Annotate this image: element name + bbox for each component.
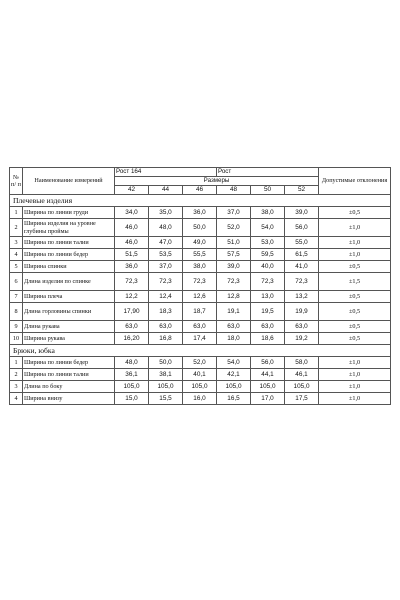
tolerance-value: ±0,5: [319, 261, 391, 273]
header-size: 46: [183, 186, 217, 195]
measurement-value: 38,1: [149, 369, 183, 381]
measurement-value: 51,5: [115, 249, 149, 261]
row-number: 2: [10, 219, 23, 237]
measurement-value: 72,3: [115, 273, 149, 291]
measurement-value: 72,3: [149, 273, 183, 291]
tolerance-value: ±1,0: [319, 249, 391, 261]
measurement-value: 55,0: [285, 237, 319, 249]
row-number: 1: [10, 357, 23, 369]
measurement-value: 53,0: [251, 237, 285, 249]
measurement-name: Ширина по линии талии: [23, 369, 115, 381]
measurement-name: Ширина внизу: [23, 393, 115, 405]
measurement-name: Ширина по линии талии: [23, 237, 115, 249]
measurement-value: 12,2: [115, 291, 149, 303]
tolerance-value: ±1,5: [319, 273, 391, 291]
measurement-name: Ширина по линии бедер: [23, 249, 115, 261]
row-number: 3: [10, 381, 23, 393]
measurement-value: 38,0: [251, 207, 285, 219]
section-title: Брюки, юбка: [10, 345, 391, 357]
measurement-value: 46,1: [285, 369, 319, 381]
row-number: 9: [10, 321, 23, 333]
measurement-value: 47,0: [149, 237, 183, 249]
measurement-table: [9, 167, 391, 405]
header-number: № п/ п: [10, 168, 23, 195]
row-number: 2: [10, 369, 23, 381]
measurement-name: Длина горловины спинки: [23, 303, 115, 321]
section-row: [10, 195, 391, 207]
measurement-value: 51,0: [217, 237, 251, 249]
measurement-value: 50,0: [183, 219, 217, 237]
measurement-value: 34,0: [115, 207, 149, 219]
measurement-value: 12,6: [183, 291, 217, 303]
row-number: 4: [10, 393, 23, 405]
measurement-value: 40,0: [251, 261, 285, 273]
tolerance-value: ±0,5: [319, 321, 391, 333]
measurement-value: 16,0: [183, 393, 217, 405]
measurement-value: 58,0: [285, 357, 319, 369]
measurement-value: 105,0: [149, 381, 183, 393]
measurement-name: Ширина рукава: [23, 333, 115, 345]
measurement-value: 63,0: [149, 321, 183, 333]
measurement-value: 63,0: [251, 321, 285, 333]
measurement-value: 72,3: [251, 273, 285, 291]
measurement-value: 105,0: [217, 381, 251, 393]
section-row: [10, 345, 391, 357]
measurement-value: 105,0: [183, 381, 217, 393]
measurement-value: 36,0: [183, 207, 217, 219]
measurement-value: 56,0: [285, 219, 319, 237]
measurement-value: 61,5: [285, 249, 319, 261]
row-number: 8: [10, 303, 23, 321]
measurement-value: 36,1: [115, 369, 149, 381]
measurement-value: 44,1: [251, 369, 285, 381]
table-row: [10, 249, 391, 261]
measurement-value: 63,0: [115, 321, 149, 333]
table-row: [10, 381, 391, 393]
measurement-name: Длина по боку: [23, 381, 115, 393]
header-row-height: [10, 168, 391, 177]
row-number: 3: [10, 237, 23, 249]
row-number: 6: [10, 273, 23, 291]
measurement-value: 12,8: [217, 291, 251, 303]
measurement-value: 55,5: [183, 249, 217, 261]
measurement-value: 49,0: [183, 237, 217, 249]
measurement-value: 63,0: [217, 321, 251, 333]
measurement-name: Длина изделия по спинке: [23, 273, 115, 291]
measurement-value: 13,2: [285, 291, 319, 303]
measurement-value: 19,5: [251, 303, 285, 321]
measurement-value: 16,20: [115, 333, 149, 345]
tolerance-value: ±0,5: [319, 207, 391, 219]
measurement-value: 36,0: [115, 261, 149, 273]
measurement-value: 39,0: [285, 207, 319, 219]
measurement-value: 15,5: [149, 393, 183, 405]
tolerance-value: ±1,0: [319, 237, 391, 249]
measurement-value: 15,0: [115, 393, 149, 405]
measurement-value: 40,1: [183, 369, 217, 381]
table-row: [10, 333, 391, 345]
tolerance-value: ±1,0: [319, 393, 391, 405]
header-size: 44: [149, 186, 183, 195]
tolerance-value: ±0,5: [319, 291, 391, 303]
measurement-value: 41,0: [285, 261, 319, 273]
table-row: [10, 303, 391, 321]
measurement-value: 18,6: [251, 333, 285, 345]
header-size: 52: [285, 186, 319, 195]
header-size: 48: [217, 186, 251, 195]
header-tolerance: Допустимые отклонения: [319, 168, 391, 195]
measurement-value: 17,4: [183, 333, 217, 345]
measurement-value: 12,4: [149, 291, 183, 303]
table-row: [10, 369, 391, 381]
row-number: 5: [10, 261, 23, 273]
measurement-value: 50,0: [149, 357, 183, 369]
measurement-value: 39,0: [217, 261, 251, 273]
measurement-value: 38,0: [183, 261, 217, 273]
row-number: 4: [10, 249, 23, 261]
measurement-value: 35,0: [149, 207, 183, 219]
measurement-value: 57,5: [217, 249, 251, 261]
row-number: 10: [10, 333, 23, 345]
measurement-value: 56,0: [251, 357, 285, 369]
table-row: [10, 321, 391, 333]
row-number: 1: [10, 207, 23, 219]
measurement-value: 19,2: [285, 333, 319, 345]
measurement-value: 18,0: [217, 333, 251, 345]
header-height-left: Рост 164: [115, 168, 217, 177]
measurement-value: 19,9: [285, 303, 319, 321]
header-measurement-name: Наименование измерений: [23, 168, 115, 195]
header-height-right: Рост: [217, 168, 319, 177]
measurement-name: Ширина плеча: [23, 291, 115, 303]
header-size: 42: [115, 186, 149, 195]
header-sizes-label: Размеры: [115, 177, 319, 186]
measurement-value: 72,3: [217, 273, 251, 291]
measurement-value: 54,0: [251, 219, 285, 237]
measurement-value: 37,0: [217, 207, 251, 219]
tolerance-value: ±1,0: [319, 369, 391, 381]
table-row: [10, 291, 391, 303]
measurement-value: 17,5: [285, 393, 319, 405]
measurement-value: 16,5: [217, 393, 251, 405]
header-size: 50: [251, 186, 285, 195]
measurement-name: Ширина по линии бедер: [23, 357, 115, 369]
measurement-value: 105,0: [251, 381, 285, 393]
measurement-value: 46,0: [115, 219, 149, 237]
table-row: [10, 207, 391, 219]
measurement-value: 105,0: [285, 381, 319, 393]
measurement-name: Ширина по линии груди: [23, 207, 115, 219]
measurement-value: 105,0: [115, 381, 149, 393]
measurement-value: 37,0: [149, 261, 183, 273]
measurement-value: 42,1: [217, 369, 251, 381]
table-row: [10, 273, 391, 291]
measurement-value: 52,0: [217, 219, 251, 237]
row-number: 7: [10, 291, 23, 303]
measurement-document: [9, 167, 390, 405]
tolerance-value: ±0,5: [319, 333, 391, 345]
measurement-value: 13,0: [251, 291, 285, 303]
table-row: [10, 393, 391, 405]
measurement-value: 72,3: [183, 273, 217, 291]
measurement-value: 16,8: [149, 333, 183, 345]
measurement-value: 63,0: [285, 321, 319, 333]
measurement-name: Длина рукава: [23, 321, 115, 333]
measurement-value: 59,5: [251, 249, 285, 261]
table-row: [10, 261, 391, 273]
measurement-value: 18,3: [149, 303, 183, 321]
measurement-value: 46,0: [115, 237, 149, 249]
measurement-value: 19,1: [217, 303, 251, 321]
measurement-value: 18,7: [183, 303, 217, 321]
measurement-value: 53,5: [149, 249, 183, 261]
tolerance-value: ±1,0: [319, 357, 391, 369]
measurement-name: Ширина изделия на уровне глубины проймы: [23, 219, 115, 237]
measurement-value: 48,0: [115, 357, 149, 369]
tolerance-value: ±0,5: [319, 303, 391, 321]
measurement-value: 63,0: [183, 321, 217, 333]
measurement-value: 52,0: [183, 357, 217, 369]
measurement-value: 17,90: [115, 303, 149, 321]
table-row: [10, 219, 391, 237]
table-row: [10, 237, 391, 249]
tolerance-value: ±1,0: [319, 381, 391, 393]
measurement-value: 17,0: [251, 393, 285, 405]
measurement-value: 48,0: [149, 219, 183, 237]
measurement-value: 72,3: [285, 273, 319, 291]
tolerance-value: ±1,0: [319, 219, 391, 237]
measurement-value: 54,0: [217, 357, 251, 369]
section-title: Плечевые изделия: [10, 195, 391, 207]
measurement-name: Ширина спинки: [23, 261, 115, 273]
table-row: [10, 357, 391, 369]
